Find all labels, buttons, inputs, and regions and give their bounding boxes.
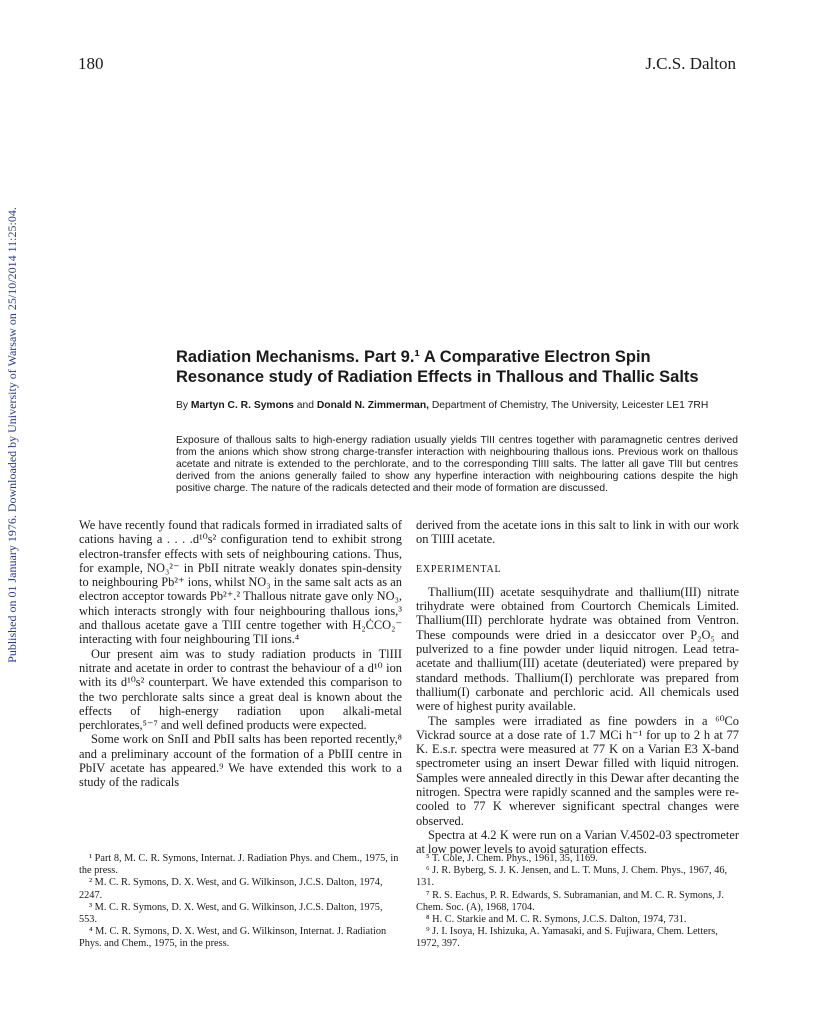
- authors-prefix: By: [176, 400, 189, 411]
- author-2: Donald N. Zimmerman,: [316, 400, 429, 411]
- footnote: ⁸ H. C. Starkie and M. C. R. Symons, J.C.S. Dalton, 1974, 731.: [426, 914, 687, 926]
- footnote: ¹ Part 8, M. C. R. Symons, Internat. J. Radiation Phys. and Chem., 1975, in the press.: [79, 853, 399, 877]
- affiliation: Department of Chemistry, The University, Leicester LE1 7RH: [431, 400, 709, 411]
- page-number: 180: [78, 54, 104, 73]
- body-paragraph: We have recently found that radicals formed in irradiated salts of cations having a . . . .d¹⁰s² configuration tend to exhibit strong electron-transfer effects with sets of neighbouring cations. Thus, for example, NO₃²⁻ in PbII nitrate weakly donates spin-density to neighbouring Pb²⁺ ions, whilst NO₃ in the same salt acts as an electron acceptor towards Pb²⁺.² Thallous nitrate gave only NO₃, which interacts strongly with four neighbouring thallous ions,³ and thallous acetate gave a TlII centre together with H₂ĊCO₂⁻ interacting with four neighbouring TlI ions.⁴: [79, 518, 402, 647]
- body-paragraph: derived from the acetate ions in this salt to link in with our work on TlIII acetate.: [416, 518, 739, 547]
- footnote: ⁶ J. R. Byberg, S. J. K. Jensen, and L. T. Muns, J. Chem. Phys., 1967, 46, 131.: [416, 865, 728, 889]
- section-heading: EXPERIMENTAL: [416, 563, 502, 575]
- article-header: [176, 347, 741, 412]
- footnote: ³ M. C. R. Symons, D. X. West, and G. Wilkinson, J.C.S. Dalton, 1975, 553.: [79, 901, 383, 926]
- body-paragraph: Some work on SnII and PbII salts has been reported recently,⁸ and a preliminary account of the formation of a PbIII centre in PbIV acetate has appeared.⁹ We have extended this work to a study of the radicals: [79, 732, 402, 790]
- authors-and: and: [296, 400, 314, 411]
- body-column-left: [79, 518, 402, 790]
- author-line: [176, 400, 741, 412]
- download-stamp[interactable]: Published on 01 January 1976. Downloaded by University of Warsaw on 25/10/2014 11:25:04.: [5, 207, 19, 663]
- body-paragraph: The samples were irradiated as fine powders in a ⁶⁰Co Vickrad source at a dose rate of 1.7 MCi h⁻¹ for up to 2 h at 77 K. E.s.r. spectra were measured at 77 K on a Varian E3 X-band spectrometer using an insert Dewar filled with liquid nitrogen. Samples were annealed directly in this Dewar after decanting the nitrogen. Spectra were rapidly scanned and the samples were re-cooled to 77 K wherever significant spectral changes were observed.: [416, 713, 739, 828]
- body-paragraph: Thallium(III) acetate sesquihydrate and thallium(III) nitrate trihydrate were obtained from Courtorch Chemicals Limited. Thallium(III) perchlorate hydrate was obtained from Ventron. These compounds were dried in a desiccator over P₂O₅ and pulverized to a fine powder under liquid nitrogen. Lead tetra-acetate and thallium(III) acetate (deuteriated) were prepared by standard methods. Thallium(I) perchlorate was prepared from thallium(I) carbonate and perchloric acid. All chemicals used were of highest purity available.: [416, 584, 739, 714]
- footnotes-left: [79, 853, 402, 951]
- journal-name: J.C.S. Dalton: [645, 54, 736, 73]
- footnote: ² M. C. R. Symons, D. X. West, and G. Wilkinson, J.C.S. Dalton, 1974, 2247.: [79, 877, 383, 901]
- abstract: Exposure of thallous salts to high-energy radiation usually yields TlII centres together with paramagnetic centres derived from the anions which show strong charge-transfer interaction with neighbouring thallous ions. Previous work on thallous acetate and nitrate is extended to the perchlorate, and to the corresponding TlIII salts. The latter all gave TlII but centres derived from the anions generally failed to show any hyperfine interaction with neighbouring cations despite the high positive charge. The nature of the radicals detected and their mode of formation are discussed.: [176, 435, 738, 494]
- body-column-right: [416, 518, 739, 857]
- body-paragraph: Spectra at 4.2 K were run on a Varian V.4502-03 spectrometer at low power levels to avoid saturation effects.: [416, 827, 739, 857]
- footnotes-right: [416, 853, 739, 951]
- footnote: ⁷ R. S. Eachus, P. R. Edwards, S. Subramanian, and M. C. R. Symons, J. Chem. Soc. (A), 1968, 1704.: [416, 889, 724, 913]
- article-title: Radiation Mechanisms. Part 9.¹ A Comparative Electron Spin Resonance study of Radiation Effects in Thallous and Thallic Salts: [176, 348, 699, 386]
- footnote: ⁵ T. Cole, J. Chem. Phys., 1961, 35, 1169.: [426, 853, 598, 864]
- body-paragraph: Our present aim was to study radiation products in TlIII nitrate and acetate in order to contrast the behaviour of a d¹⁰ ion with its d¹⁰s² counterpart. We have extended this comparison to the two perchlorate salts since a great deal is known about the effects of high-energy radiation upon alkali-metal perchlorates,⁵⁻⁷ and well defined products were expected.: [79, 646, 402, 733]
- footnote: ⁹ J. I. Isoya, H. Ishizuka, A. Yamasaki, and S. Fujiwara, Chem. Letters, 1972, 397.: [416, 926, 718, 950]
- author-1: Martyn C. R. Symons: [190, 400, 294, 411]
- footnote: ⁴ M. C. R. Symons, D. X. West, and G. Wilkinson, Internat. J. Radiation Phys. and Chem., 1975, in the press.: [79, 926, 387, 950]
